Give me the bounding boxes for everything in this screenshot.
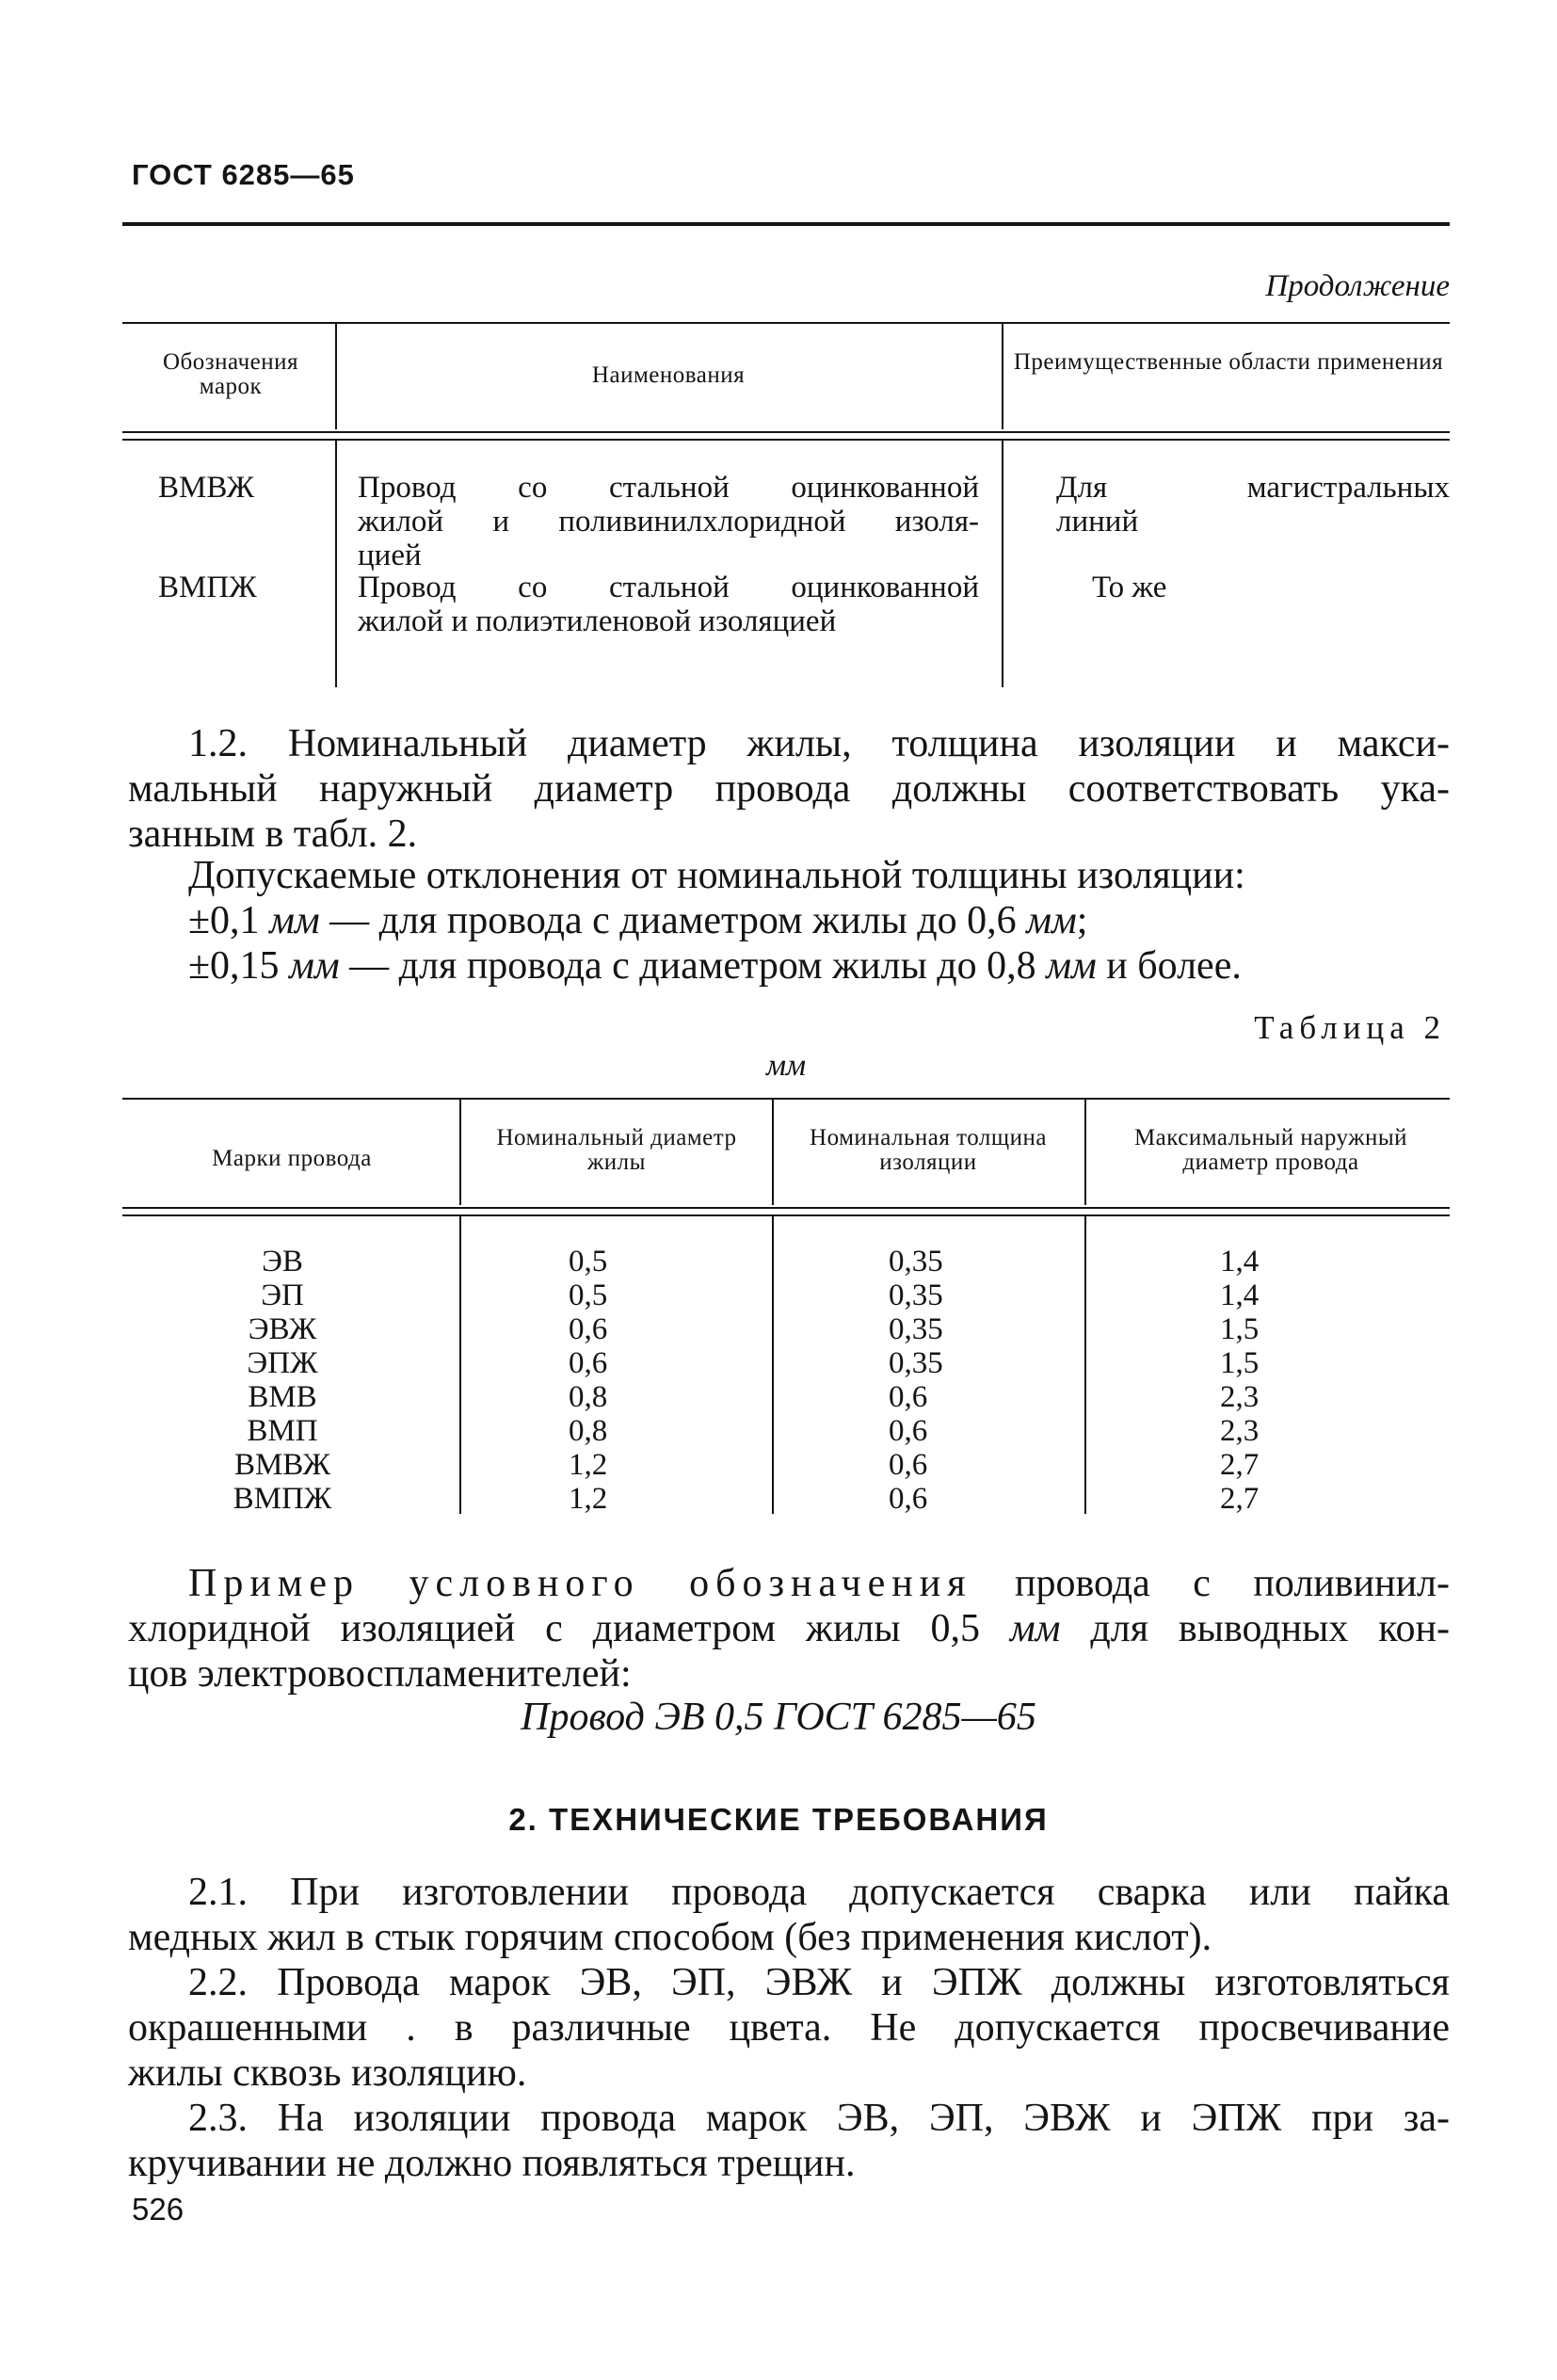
example-text: провода с поливинил- — [971, 1562, 1450, 1605]
table2-title: Таблица 2 — [1254, 1009, 1446, 1046]
tolerance-text: — для провода с диаметром жилы до 0,6 — [319, 899, 1027, 942]
table1-name-line: жилой и поливинилхлоридной изоля- — [358, 505, 979, 539]
unit-mm: мм — [269, 899, 320, 942]
table2-divider — [459, 1216, 461, 1514]
table1-header-names: Наименования — [591, 362, 746, 388]
table-cell: 2,7 — [1220, 1448, 1260, 1482]
table-row: ЭВ — [262, 1245, 303, 1278]
paragraph-line: 2.1. При изготовлении провода допускается сварка или пайка — [188, 1871, 1450, 1914]
table-cell: 1,2 — [569, 1482, 608, 1516]
table-row: ВМП — [247, 1414, 318, 1448]
table-cell: 0,35 — [889, 1245, 943, 1278]
table1-application-line: линий — [1056, 505, 1139, 539]
unit-mm: мм — [1046, 944, 1097, 988]
tolerance-block — [128, 853, 1450, 989]
example-line: цов электровоспламенителей: — [128, 1652, 632, 1696]
table-row: ВМВ — [248, 1380, 317, 1414]
table-cell: 0,5 — [569, 1245, 608, 1278]
table1-header-applications: Преимущественные области применения — [1013, 349, 1444, 375]
table1-divider — [1002, 441, 1003, 687]
table1-divider — [335, 441, 337, 687]
table-cell: 2,3 — [1220, 1380, 1260, 1414]
table2-header-marks: Марки провода — [212, 1146, 372, 1171]
table-cell: 2,7 — [1220, 1482, 1260, 1516]
table-cell: 1,2 — [569, 1448, 608, 1482]
table-cell: 0,6 — [889, 1482, 928, 1516]
example-designation: Провод ЭВ 0,5 ГОСТ 6285—65 — [521, 1696, 1036, 1739]
unit-mm: мм — [1009, 1607, 1061, 1650]
table-cell: 0,6 — [569, 1346, 608, 1380]
table-cell: 1,4 — [1220, 1245, 1260, 1278]
table2-unit: мм — [766, 1049, 807, 1083]
table-cell: 2,3 — [1220, 1414, 1260, 1448]
table2-header-rule — [122, 1207, 1450, 1209]
continuation-label: Продолжение — [1265, 269, 1450, 303]
table-cell: 1,4 — [1220, 1278, 1260, 1312]
table1-application-line: То же — [1092, 571, 1167, 604]
paragraph-line: жилы сквозь изоляцию. — [128, 2051, 527, 2095]
table2-divider — [1084, 1216, 1086, 1514]
table2-divider — [772, 1100, 774, 1205]
table-cell: 1,5 — [1220, 1312, 1260, 1346]
table-cell: 0,6 — [569, 1312, 608, 1346]
table1-header-rule — [122, 439, 1450, 441]
table-row: ВМВЖ — [158, 471, 255, 505]
table-cell: 0,35 — [889, 1346, 943, 1380]
unit-mm: мм — [1026, 899, 1077, 942]
table-row: ВМПЖ — [233, 1482, 332, 1516]
table1-header-rule — [122, 431, 1450, 433]
table1-name-line: Провод со стальной оцинкованной — [358, 471, 979, 505]
example-text: для выводных кон- — [1060, 1607, 1450, 1650]
paragraph-2-1 — [128, 1870, 1450, 1960]
tolerance-tail: и более. — [1096, 944, 1242, 988]
table-row: ЭВЖ — [248, 1312, 317, 1346]
table1-divider — [335, 324, 337, 429]
paragraph-2-2 — [128, 1960, 1450, 2096]
example-heading: Пример условного обозначения — [188, 1562, 972, 1605]
header-rule — [122, 222, 1450, 226]
table2-divider — [1084, 1100, 1086, 1205]
table2-header-outer-diameter: Максимальный наружный диаметр провода — [1133, 1125, 1408, 1175]
paragraph-line: медных жил в стык горячим способом (без применения кислот). — [128, 1916, 1212, 1959]
table2-insulation-column — [889, 1245, 943, 1516]
table-row: ЭП — [261, 1278, 304, 1312]
table1-name-line: Провод со стальной оцинкованной — [358, 571, 979, 604]
table-row: ЭПЖ — [247, 1346, 318, 1380]
example-paragraph — [128, 1561, 1450, 1697]
table-cell: 0,35 — [889, 1312, 943, 1346]
paragraph-2-3 — [128, 2096, 1450, 2186]
paragraph-1-2 — [128, 721, 1450, 857]
paragraph-line: 1.2. Номинальный диаметр жилы, толщина изоляции и макси- — [188, 722, 1450, 765]
paragraph-line: кручивании не должно появляться трещин. — [128, 2142, 856, 2185]
table1-top-rule — [122, 322, 1450, 324]
tolerance-line-1 — [128, 898, 1450, 943]
table1-name-line: жилой и полиэтиленовой изоляцией — [358, 604, 837, 638]
table2-header-diameter: Номинальный диаметр жилы — [496, 1125, 737, 1175]
table-cell: 0,8 — [569, 1380, 608, 1414]
table1-header-marks: Обозначения марок — [162, 349, 299, 399]
table-cell: 0,6 — [889, 1414, 928, 1448]
paragraph-line: окрашенными . в различные цвета. Не допускается просвечивание — [128, 2006, 1450, 2050]
tolerance-value: ±0,1 — [188, 899, 260, 942]
example-line — [128, 1606, 1450, 1651]
paragraph-line: занным в табл. 2. — [128, 812, 418, 856]
paragraph-line: 2.2. Провода марок ЭВ, ЭП, ЭВЖ и ЭПЖ должны изготовляться — [188, 1961, 1450, 2004]
unit-mm: мм — [289, 944, 340, 988]
table-cell: 1,5 — [1220, 1346, 1260, 1380]
tolerance-tail: ; — [1076, 899, 1088, 942]
page-number: 526 — [132, 2192, 185, 2227]
example-line — [128, 1561, 1450, 1606]
tolerance-intro: Допускаемые отклонения от номинальной толщины изоляции: — [188, 854, 1245, 897]
table2-diameter-column — [569, 1245, 607, 1516]
table1-name-line: цией — [358, 539, 422, 572]
table-cell: 0,8 — [569, 1414, 608, 1448]
table-row: ВМВЖ — [233, 1448, 331, 1482]
table-cell: 0,6 — [889, 1380, 928, 1414]
tolerance-value: ±0,15 — [188, 944, 280, 988]
table2-marks-column — [141, 1245, 424, 1516]
table2-header-insulation: Номинальная толщина изоляции — [810, 1125, 1047, 1175]
table2-divider — [772, 1216, 774, 1514]
table2-header-rule — [122, 1214, 1450, 1216]
tolerance-text: — для провода с диаметром жилы до 0,8 — [339, 944, 1047, 988]
tolerance-line-2 — [128, 943, 1450, 989]
table2-top-rule — [122, 1098, 1450, 1100]
table1-application-line: Для магистральных — [1056, 471, 1450, 505]
table2-outer-diameter-column — [1220, 1245, 1259, 1516]
paragraph-line: 2.3. На изоляции провода марок ЭВ, ЭП, ЭВЖ и ЭПЖ при за- — [188, 2097, 1450, 2140]
table-cell: 0,5 — [569, 1278, 608, 1312]
standard-header: ГОСТ 6285—65 — [132, 158, 355, 191]
table-cell: 0,35 — [889, 1278, 943, 1312]
paragraph-line: мальный наружный диаметр провода должны соответствовать ука- — [128, 767, 1450, 811]
example-text: хлоридной изоляцией с диаметром жилы 0,5 — [128, 1607, 1010, 1650]
table-cell: 0,6 — [889, 1448, 928, 1482]
table2-divider — [459, 1100, 461, 1205]
section-title: 2. ТЕХНИЧЕСКИЕ ТРЕБОВАНИЯ — [508, 1802, 1049, 1837]
table1-divider — [1002, 324, 1003, 429]
table-row: ВМПЖ — [158, 571, 257, 604]
